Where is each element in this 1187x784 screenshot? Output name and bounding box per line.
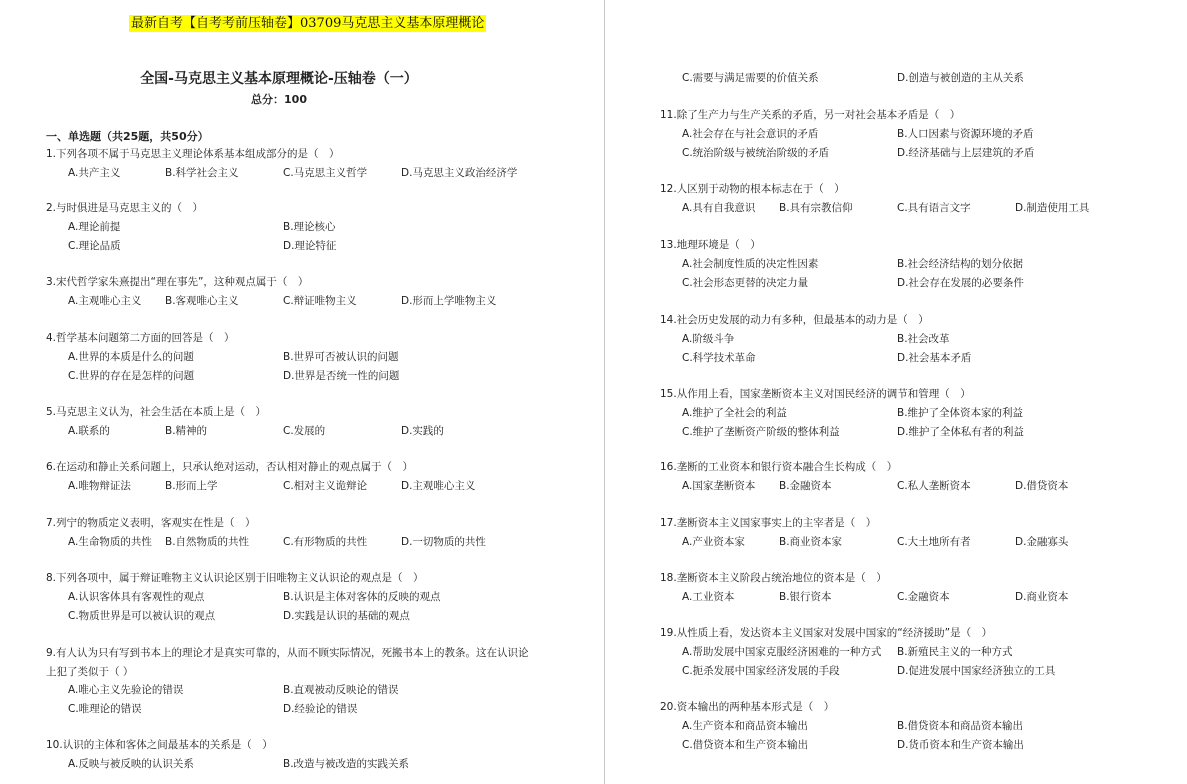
question-text: 17.垄断资本主义国家事实上的主宰者是（ ） xyxy=(660,517,877,529)
option-d[interactable]: D.促进发展中国家经济独立的工具 xyxy=(897,664,1056,677)
question-2 xyxy=(46,199,556,256)
option-c[interactable]: C.借贷资本和生产资本输出 xyxy=(682,738,809,751)
options-row xyxy=(46,681,556,700)
options-row xyxy=(46,367,556,386)
option-d[interactable]: D.世界是否统一性的问题 xyxy=(283,369,400,382)
option-d[interactable]: D.社会基本矛盾 xyxy=(897,351,972,364)
option-c[interactable]: C.具有语言文字 xyxy=(897,201,971,214)
option-b[interactable]: B.形而上学 xyxy=(165,479,218,492)
option-a[interactable]: A.唯物辩证法 xyxy=(68,479,131,492)
option-a[interactable]: A.阶级斗争 xyxy=(682,332,735,345)
option-c[interactable]: C.世界的存在是怎样的问题 xyxy=(68,369,195,382)
question-text: 1.下列各项不属于马克思主义理论体系基本组成部分的是（ ） xyxy=(46,148,340,160)
option-b[interactable]: B.科学社会主义 xyxy=(165,166,239,179)
options-row xyxy=(660,69,1170,88)
option-b[interactable]: B.精神的 xyxy=(165,424,208,437)
option-c[interactable]: C.相对主义诡辩论 xyxy=(283,479,368,492)
question-15 xyxy=(660,385,1170,442)
options-row xyxy=(660,199,1170,218)
question-16 xyxy=(660,458,1170,496)
option-c[interactable]: C.马克思主义哲学 xyxy=(283,166,368,179)
option-a[interactable]: A.理论前提 xyxy=(68,220,121,233)
option-d[interactable]: D.经验论的错误 xyxy=(283,703,358,715)
question-text: 5.马克思主义认为，社会生活在本质上是（ ） xyxy=(46,406,267,418)
option-d[interactable]: D.商业资本 xyxy=(1015,590,1069,603)
option-c[interactable]: C.物质世界是可以被认识的观点 xyxy=(68,609,216,622)
option-d[interactable]: D.经济基础与上层建筑的矛盾 xyxy=(897,146,1035,159)
header-banner: 最新自考【自考考前压轴卷】03709马克思主义基本原理概论 xyxy=(131,16,485,31)
options-row xyxy=(46,164,556,183)
question-10-continued xyxy=(660,69,1170,88)
option-d[interactable]: D.制造使用工具 xyxy=(1015,201,1090,214)
total-score: 总分：100 xyxy=(251,93,307,106)
option-c[interactable]: C.辩证唯物主义 xyxy=(283,294,357,307)
options-row xyxy=(660,736,1170,755)
options-row xyxy=(660,643,1170,662)
question-13 xyxy=(660,236,1170,293)
section-title: 一、单选题（共25题，共50分） xyxy=(46,130,209,143)
question-text: 15.从作用上看，国家垄断资本主义对国民经济的调节和管理（ ） xyxy=(660,388,971,400)
options-row xyxy=(660,274,1170,293)
option-d[interactable]: D.实践是认识的基础的观点 xyxy=(283,609,410,622)
option-d[interactable]: D.创造与被创造的主从关系 xyxy=(897,72,1024,84)
options-row xyxy=(46,588,556,607)
question-4 xyxy=(46,329,556,386)
question-17 xyxy=(660,514,1170,552)
question-1 xyxy=(46,145,556,183)
question-text: 3.宋代哲学家朱熹提出“理在事先”，这种观点属于（ ） xyxy=(46,276,309,288)
option-a[interactable]: A.世界的本质是什么的问题 xyxy=(68,350,194,363)
options-row xyxy=(660,588,1170,607)
question-11 xyxy=(660,106,1170,163)
option-a[interactable]: A.生产资本和商品资本输出 xyxy=(682,719,808,732)
question-text: 16.垄断的工业资本和银行资本融合生长构成（ ） xyxy=(660,461,898,473)
question-20 xyxy=(660,698,1170,755)
option-a[interactable]: A.反映与被反映的认识关系 xyxy=(68,757,194,770)
option-b[interactable]: B.金融资本 xyxy=(779,479,832,492)
question-7 xyxy=(46,514,556,552)
question-text-continued: 上犯了类似于（ ） xyxy=(46,665,134,678)
option-b[interactable]: B.理论核心 xyxy=(283,220,336,233)
option-c[interactable]: C.需要与满足需要的价值关系 xyxy=(682,72,819,84)
options-row xyxy=(46,607,556,626)
question-text: 13.地理环境是（ ） xyxy=(660,239,761,251)
option-c[interactable]: C.唯理论的错误 xyxy=(68,703,142,715)
option-a[interactable]: A.主观唯心主义 xyxy=(68,294,142,307)
options-row xyxy=(660,404,1170,423)
options-row xyxy=(46,700,556,719)
option-d[interactable]: D.金融寡头 xyxy=(1015,535,1069,548)
question-text: 8.下列各项中，属于辩证唯物主义认识论区别于旧唯物主义认识论的观点是（ ） xyxy=(46,572,424,584)
options-row xyxy=(46,533,556,552)
option-d[interactable]: D.马克思主义政治经济学 xyxy=(401,166,518,179)
option-d[interactable]: D.维护了全体私有者的利益 xyxy=(897,425,1024,438)
question-12 xyxy=(660,180,1170,218)
option-c[interactable]: C.统治阶级与被统治阶级的矛盾 xyxy=(682,146,830,159)
option-c[interactable]: C.大土地所有者 xyxy=(897,535,971,548)
doc-title: 全国-马克思主义基本原理概论-压轴卷（一） xyxy=(140,71,418,87)
option-b[interactable]: B.自然物质的共性 xyxy=(165,535,250,548)
question-text: 20.资本输出的两种基本形式是（ ） xyxy=(660,701,835,713)
options-row xyxy=(46,348,556,367)
options-row xyxy=(46,218,556,237)
question-19 xyxy=(660,624,1170,681)
option-c[interactable]: C.发展的 xyxy=(283,424,326,437)
question-text: 11.除了生产力与生产关系的矛盾，另一对社会基本矛盾是（ ） xyxy=(660,109,961,121)
question-6 xyxy=(46,458,556,496)
question-text: 19.从性质上看，发达资本主义国家对发展中国家的“经济援助”是（ ） xyxy=(660,627,993,639)
options-row xyxy=(660,144,1170,163)
option-a[interactable]: A.维护了全社会的利益 xyxy=(682,406,787,419)
option-c[interactable]: C.私人垄断资本 xyxy=(897,479,971,492)
option-a[interactable]: A.具有自我意识 xyxy=(682,201,756,214)
option-a[interactable]: A.联系的 xyxy=(68,424,110,437)
option-d[interactable]: D.主观唯心主义 xyxy=(401,479,476,492)
options-row xyxy=(46,422,556,441)
options-row xyxy=(660,662,1170,681)
option-b[interactable]: B.商业资本家 xyxy=(779,535,843,548)
option-c[interactable]: C.科学技术革命 xyxy=(682,351,756,364)
option-b[interactable]: B.世界可否被认识的问题 xyxy=(283,350,399,363)
option-b[interactable]: B.客观唯心主义 xyxy=(165,294,239,307)
options-row xyxy=(660,717,1170,736)
option-d[interactable]: D.社会存在发展的必要条件 xyxy=(897,276,1024,289)
option-b[interactable]: B.直观被动反映论的错误 xyxy=(283,684,399,696)
option-a[interactable]: A.唯心主义先验论的错误 xyxy=(68,684,184,696)
option-c[interactable]: C.社会形态更替的决定力量 xyxy=(682,276,809,289)
option-a[interactable]: A.社会制度性质的决定性因素 xyxy=(682,257,819,270)
question-text: 14.社会历史发展的动力有多种，但最基本的动力是（ ） xyxy=(660,314,929,326)
options-row xyxy=(46,237,556,256)
option-b[interactable]: B.社会改革 xyxy=(897,332,950,345)
option-a[interactable]: A.工业资本 xyxy=(682,590,735,603)
option-d[interactable]: D.货币资本和生产资本输出 xyxy=(897,738,1024,751)
question-text: 6.在运动和静止关系问题上，只承认绝对运动，否认相对静止的观点属于（ ） xyxy=(46,461,414,473)
question-text: 2.与时俱进是马克思主义的（ ） xyxy=(46,202,204,214)
option-d[interactable]: D.一切物质的共性 xyxy=(401,535,486,548)
option-a[interactable]: A.生命物质的共性 xyxy=(68,535,152,548)
options-row xyxy=(46,292,556,311)
options-row xyxy=(660,533,1170,552)
option-b[interactable]: B.认识是主体对客体的反映的观点 xyxy=(283,590,441,603)
option-d[interactable]: D.形而上学唯物主义 xyxy=(401,294,497,307)
option-b[interactable]: B.维护了全体资本家的利益 xyxy=(897,406,1024,419)
question-14 xyxy=(660,311,1170,368)
option-b[interactable]: B.社会经济结构的划分依据 xyxy=(897,257,1024,270)
option-a[interactable]: A.产业资本家 xyxy=(682,535,745,548)
question-10 xyxy=(46,736,556,774)
options-row xyxy=(660,125,1170,144)
option-c[interactable]: C.有形物质的共性 xyxy=(283,535,368,548)
options-row xyxy=(660,255,1170,274)
option-b[interactable]: B.改造与被改造的实践关系 xyxy=(283,757,410,770)
question-text: 4.哲学基本问题第二方面的回答是（ ） xyxy=(46,332,235,344)
options-row xyxy=(660,477,1170,496)
option-b[interactable]: B.人口因素与资源环境的矛盾 xyxy=(897,127,1034,140)
question-text: 18.垄断资本主义阶段占统治地位的资本是（ ） xyxy=(660,572,887,584)
option-c[interactable]: C.金融资本 xyxy=(897,590,950,603)
options-row xyxy=(660,330,1170,349)
option-d[interactable]: D.借贷资本 xyxy=(1015,479,1069,492)
question-8 xyxy=(46,569,556,626)
option-a[interactable]: A.国家垄断资本 xyxy=(682,479,756,492)
option-a[interactable]: A.社会存在与社会意识的矛盾 xyxy=(682,127,819,140)
question-text: 7.列宁的物质定义表明，客观实在性是（ ） xyxy=(46,517,256,529)
question-3 xyxy=(46,273,556,311)
option-a[interactable]: A.帮助发展中国家克服经济困难的一种方式 xyxy=(682,645,882,658)
question-text: 9.有人认为只有写到书本上的理论才是真实可靠的，从而不顾实际情况，死搬书本上的教条。这在认识论 xyxy=(46,647,529,659)
option-c[interactable]: C.维护了垄断资产阶级的整体利益 xyxy=(682,425,840,438)
option-b[interactable]: B.新殖民主义的一种方式 xyxy=(897,645,1013,658)
options-row xyxy=(660,423,1170,442)
page-divider xyxy=(604,0,605,784)
option-b[interactable]: B.借贷资本和商品资本输出 xyxy=(897,719,1024,732)
option-a[interactable]: A.共产主义 xyxy=(68,166,121,179)
question-9 xyxy=(46,644,556,719)
question-18 xyxy=(660,569,1170,607)
question-5 xyxy=(46,403,556,441)
question-text: 12.人区别于动物的根本标志在于（ ） xyxy=(660,183,845,195)
options-row xyxy=(46,477,556,496)
option-d[interactable]: D.实践的 xyxy=(401,424,444,437)
option-d[interactable]: D.理论特征 xyxy=(283,239,337,252)
option-c[interactable]: C.扼杀发展中国家经济发展的手段 xyxy=(682,664,840,677)
option-c[interactable]: C.理论品质 xyxy=(68,239,121,252)
option-b[interactable]: B.具有宗教信仰 xyxy=(779,201,853,214)
options-row xyxy=(46,755,556,774)
question-text: 10.认识的主体和客体之间最基本的关系是（ ） xyxy=(46,739,273,751)
options-row xyxy=(660,349,1170,368)
page-right xyxy=(606,0,1187,784)
option-a[interactable]: A.认识客体具有客观性的观点 xyxy=(68,590,205,603)
option-b[interactable]: B.银行资本 xyxy=(779,590,832,603)
